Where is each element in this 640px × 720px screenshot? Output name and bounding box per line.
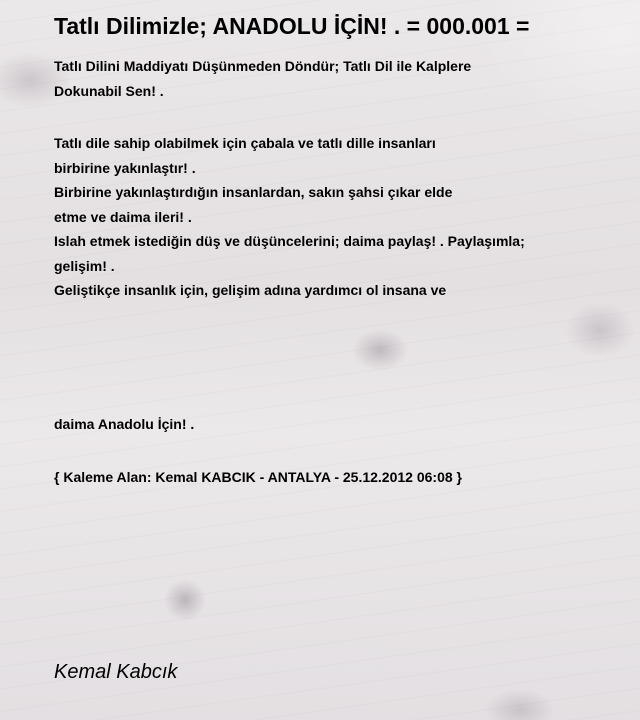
byline [54, 465, 462, 490]
poem-line: Islah etmek istediğin düş ve düşüncelerini; daima paylaş! . Paylaşımla; [54, 233, 525, 249]
poem-line: Tatlı dile sahip olabilmek için çabala ve tatlı dille insanları [54, 135, 436, 151]
intro-line: Tatlı Dilini Maddiyatı Düşünmeden Döndür; Tatlı Dil ile Kalplere [54, 58, 472, 74]
poem-line: etme ve daima ileri! . [54, 208, 192, 225]
closing-line [54, 412, 194, 437]
closing-text: daima Anadolu İçin! . [54, 416, 195, 432]
poem-line: gelişim! . [54, 257, 115, 274]
poem-body [54, 131, 525, 303]
byline-text: { Kaleme Alan: Kemal KABCIK - ANTALYA - 25.12.2012 06:08 } [54, 469, 462, 485]
poem-line: Geliştikçe insanlık için, gelişim adına yardımcı ol insana ve [54, 282, 447, 298]
poem-line: Birbirine yakınlaştırdığın insanlardan, sakın şahsi çıkar elde [54, 184, 453, 200]
intro-paragraph [54, 54, 471, 103]
intro-line: Dokunabil Sen! . [54, 82, 164, 99]
author-signature: Kemal Kabcık [54, 661, 178, 683]
poem-title: Tatlı Dilimizle; ANADOLU İÇİN! . = 000.001 = [54, 13, 530, 39]
poem-line: birbirine yakınlaştır! . [54, 159, 196, 176]
